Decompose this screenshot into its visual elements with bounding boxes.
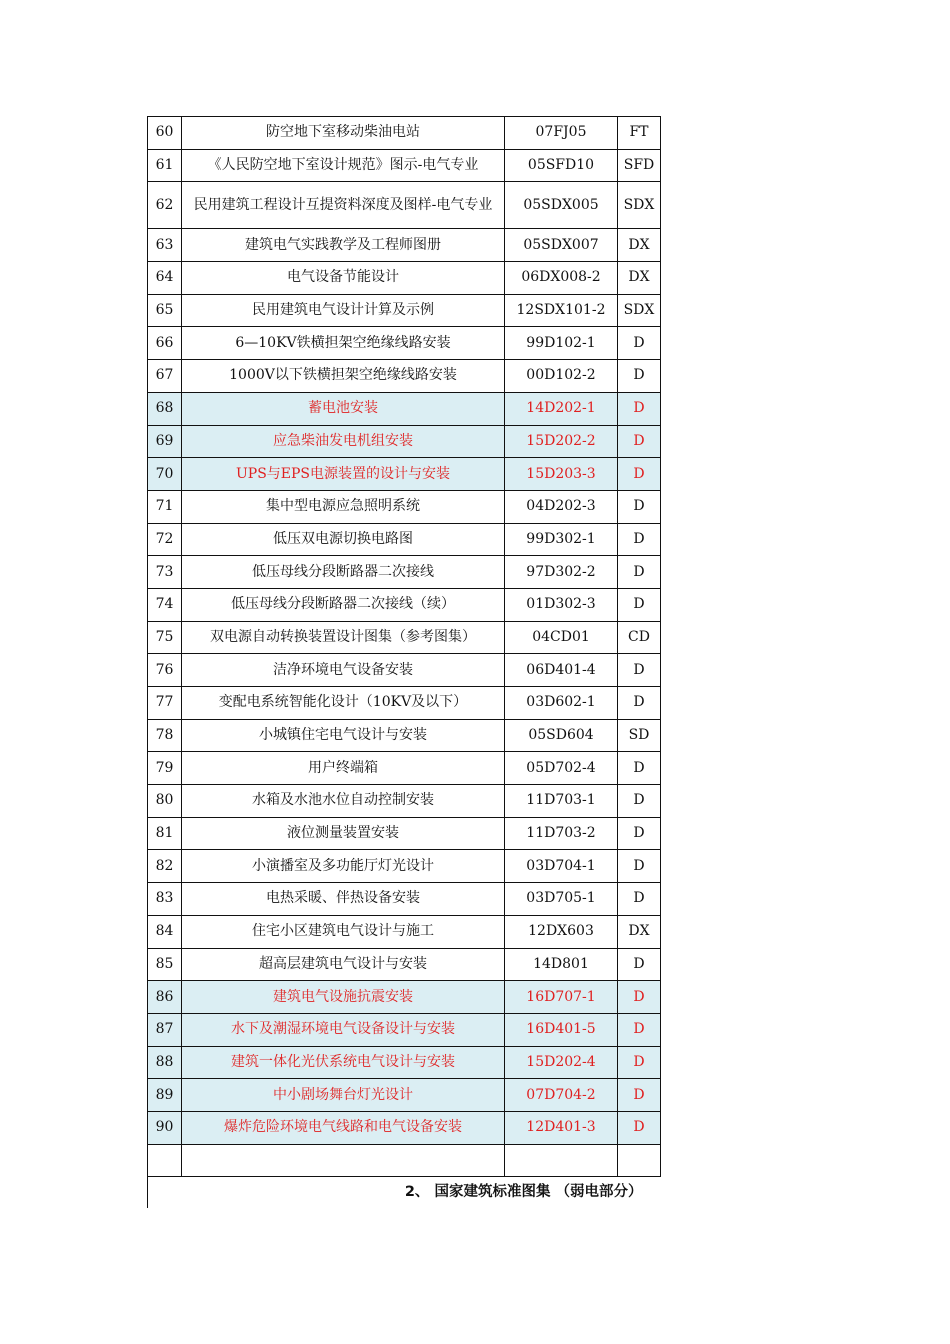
atlas-name: 6—10KV铁横担架空绝缘线路安装 [182,327,505,360]
atlas-name: 1000V以下铁横担架空绝缘线路安装 [182,360,505,393]
table-row[interactable] [148,392,661,425]
atlas-name: 洁净环境电气设备安装 [182,654,505,687]
atlas-code: 03D705-1 [505,883,618,916]
atlas-name: 低压双电源切换电路图 [182,523,505,556]
atlas-name: 应急柴油发电机组安装 [182,425,505,458]
row-number: 88 [148,1046,182,1079]
row-number: 74 [148,588,182,621]
atlas-code: 16D401-5 [505,1013,618,1046]
row-number: 70 [148,458,182,491]
atlas-code: 14D801 [505,948,618,981]
atlas-category: D [618,1046,661,1079]
table-row[interactable] [148,327,661,360]
atlas-code: 12D401-3 [505,1111,618,1144]
table-row[interactable] [148,817,661,850]
table-row[interactable] [148,687,661,720]
atlas-name: 小城镇住宅电气设计与安装 [182,719,505,752]
table-row[interactable] [148,785,661,818]
table-row[interactable] [148,654,661,687]
atlas-category: D [618,588,661,621]
atlas-name: 水箱及水池水位自动控制安装 [182,785,505,818]
atlas-category: DX [618,229,661,262]
table-row[interactable] [148,621,661,654]
atlas-category: SFD [618,149,661,182]
atlas-name: 民用建筑工程设计互提资料深度及图样-电气专业 [182,182,505,229]
table-row[interactable] [148,1046,661,1079]
table-row[interactable] [148,1079,661,1112]
atlas-name: 电气设备节能设计 [182,262,505,295]
table-end [148,1144,661,1208]
atlas-code: 01D302-3 [505,588,618,621]
atlas-category: DX [618,262,661,295]
row-number: 81 [148,817,182,850]
atlas-code: 12DX603 [505,915,618,948]
atlas-name: 低压母线分段断路器二次接线（续） [182,588,505,621]
row-number: 84 [148,915,182,948]
atlas-code: 06DX008-2 [505,262,618,295]
atlas-name: 建筑一体化光伏系统电气设计与安装 [182,1046,505,1079]
row-number: 76 [148,654,182,687]
table-row[interactable] [148,1013,661,1046]
atlas-category: D [618,523,661,556]
atlas-name: 蓄电池安装 [182,392,505,425]
table-row[interactable] [148,981,661,1014]
atlas-category: D [618,785,661,818]
atlas-code: 07FJ05 [505,117,618,150]
row-number: 85 [148,948,182,981]
atlas-name: 电热采暖、伴热设备安装 [182,883,505,916]
atlas-category: D [618,327,661,360]
row-number: 83 [148,883,182,916]
atlas-code: 05SDX005 [505,182,618,229]
row-number: 69 [148,425,182,458]
atlas-code: 15D202-4 [505,1046,618,1079]
blank-row [148,1144,661,1176]
table-row[interactable] [148,262,661,295]
atlas-name: 小演播室及多功能厅灯光设计 [182,850,505,883]
table-row[interactable] [148,850,661,883]
atlas-category: D [618,981,661,1014]
row-number: 72 [148,523,182,556]
atlas-name: 双电源自动转换装置设计图集（参考图集） [182,621,505,654]
blank-cell [505,1144,618,1176]
atlas-name: 爆炸危险环境电气线路和电气设备安装 [182,1111,505,1144]
atlas-name: 液位测量装置安装 [182,817,505,850]
atlas-code: 04CD01 [505,621,618,654]
row-number: 86 [148,981,182,1014]
atlas-category: D [618,458,661,491]
atlas-category: SD [618,719,661,752]
atlas-name: 《人民防空地下室设计规范》图示-电气专业 [182,149,505,182]
atlas-name: 建筑电气设施抗震安装 [182,981,505,1014]
row-number: 66 [148,327,182,360]
atlas-code: 06D401-4 [505,654,618,687]
table-row[interactable] [148,294,661,327]
atlas-code: 04D202-3 [505,490,618,523]
atlas-category: SDX [618,182,661,229]
atlas-code: 14D202-1 [505,392,618,425]
row-number: 63 [148,229,182,262]
atlas-category: D [618,883,661,916]
atlas-code: 03D704-1 [505,850,618,883]
row-number: 61 [148,149,182,182]
atlas-name: 建筑电气实践教学及工程师图册 [182,229,505,262]
atlas-name: 民用建筑电气设计计算及示例 [182,294,505,327]
atlas-name: 低压母线分段断路器二次接线 [182,556,505,589]
blank-cell [182,1144,505,1176]
table-row[interactable] [148,719,661,752]
atlas-category: DX [618,915,661,948]
standards-table-sheet [147,116,660,1208]
row-number: 82 [148,850,182,883]
atlas-name: UPS与EPS电源装置的设计与安装 [182,458,505,491]
row-number: 90 [148,1111,182,1144]
atlas-category: D [618,654,661,687]
atlas-category: D [618,556,661,589]
table-row[interactable] [148,915,661,948]
table-row[interactable] [148,752,661,785]
atlas-category: D [618,490,661,523]
table-row[interactable] [148,523,661,556]
row-number: 67 [148,360,182,393]
atlas-category: SDX [618,294,661,327]
atlas-code: 05SD604 [505,719,618,752]
atlas-code: 15D203-3 [505,458,618,491]
atlas-name: 变配电系统智能化设计（10KV及以下） [182,687,505,720]
atlas-name: 用户终端箱 [182,752,505,785]
atlas-code: 11D703-1 [505,785,618,818]
atlas-code: 00D102-2 [505,360,618,393]
table-row[interactable] [148,117,661,150]
atlas-name: 水下及潮湿环境电气设备设计与安装 [182,1013,505,1046]
row-number: 65 [148,294,182,327]
atlas-category: FT [618,117,661,150]
atlas-code: 05D702-4 [505,752,618,785]
atlas-category: D [618,687,661,720]
atlas-code: 99D302-1 [505,523,618,556]
table-row[interactable] [148,425,661,458]
standards-table [147,116,661,1208]
atlas-category: D [618,1013,661,1046]
section-heading-row [148,1176,661,1208]
row-number: 73 [148,556,182,589]
atlas-name: 集中型电源应急照明系统 [182,490,505,523]
atlas-category: D [618,850,661,883]
atlas-category: D [618,360,661,393]
row-number: 68 [148,392,182,425]
row-number: 79 [148,752,182,785]
table-row[interactable] [148,1111,661,1144]
atlas-category: CD [618,621,661,654]
table-row[interactable] [148,149,661,182]
blank-cell [618,1144,661,1176]
row-number: 75 [148,621,182,654]
table-row[interactable] [148,360,661,393]
row-number: 80 [148,785,182,818]
table-row[interactable] [148,490,661,523]
atlas-code: 03D602-1 [505,687,618,720]
row-number: 87 [148,1013,182,1046]
atlas-category: D [618,425,661,458]
blank-cell [148,1144,182,1176]
atlas-code: 16D707-1 [505,981,618,1014]
atlas-code: 11D703-2 [505,817,618,850]
atlas-code: 99D102-1 [505,327,618,360]
row-number: 77 [148,687,182,720]
table-body [148,117,661,1145]
atlas-name: 中小剧场舞台灯光设计 [182,1079,505,1112]
atlas-name: 防空地下室移动柴油电站 [182,117,505,150]
atlas-category: D [618,1079,661,1112]
atlas-category: D [618,948,661,981]
row-number: 62 [148,182,182,229]
row-number: 89 [148,1079,182,1112]
atlas-category: D [618,817,661,850]
atlas-code: 05SFD10 [505,149,618,182]
atlas-code: 15D202-2 [505,425,618,458]
table-row[interactable] [148,556,661,589]
atlas-name: 住宅小区建筑电气设计与施工 [182,915,505,948]
row-number: 64 [148,262,182,295]
table-row[interactable] [148,229,661,262]
row-number: 60 [148,117,182,150]
row-number: 71 [148,490,182,523]
atlas-name: 超高层建筑电气设计与安装 [182,948,505,981]
atlas-category: D [618,752,661,785]
table-row[interactable] [148,948,661,981]
atlas-code: 12SDX101-2 [505,294,618,327]
row-number: 78 [148,719,182,752]
table-row[interactable] [148,182,661,229]
atlas-category: D [618,392,661,425]
atlas-code: 97D302-2 [505,556,618,589]
table-row[interactable] [148,458,661,491]
section-heading: 2、 国家建筑标准图集 （弱电部分） [148,1176,661,1208]
table-row[interactable] [148,883,661,916]
table-row[interactable] [148,588,661,621]
atlas-code: 07D704-2 [505,1079,618,1112]
atlas-category: D [618,1111,661,1144]
atlas-code: 05SDX007 [505,229,618,262]
